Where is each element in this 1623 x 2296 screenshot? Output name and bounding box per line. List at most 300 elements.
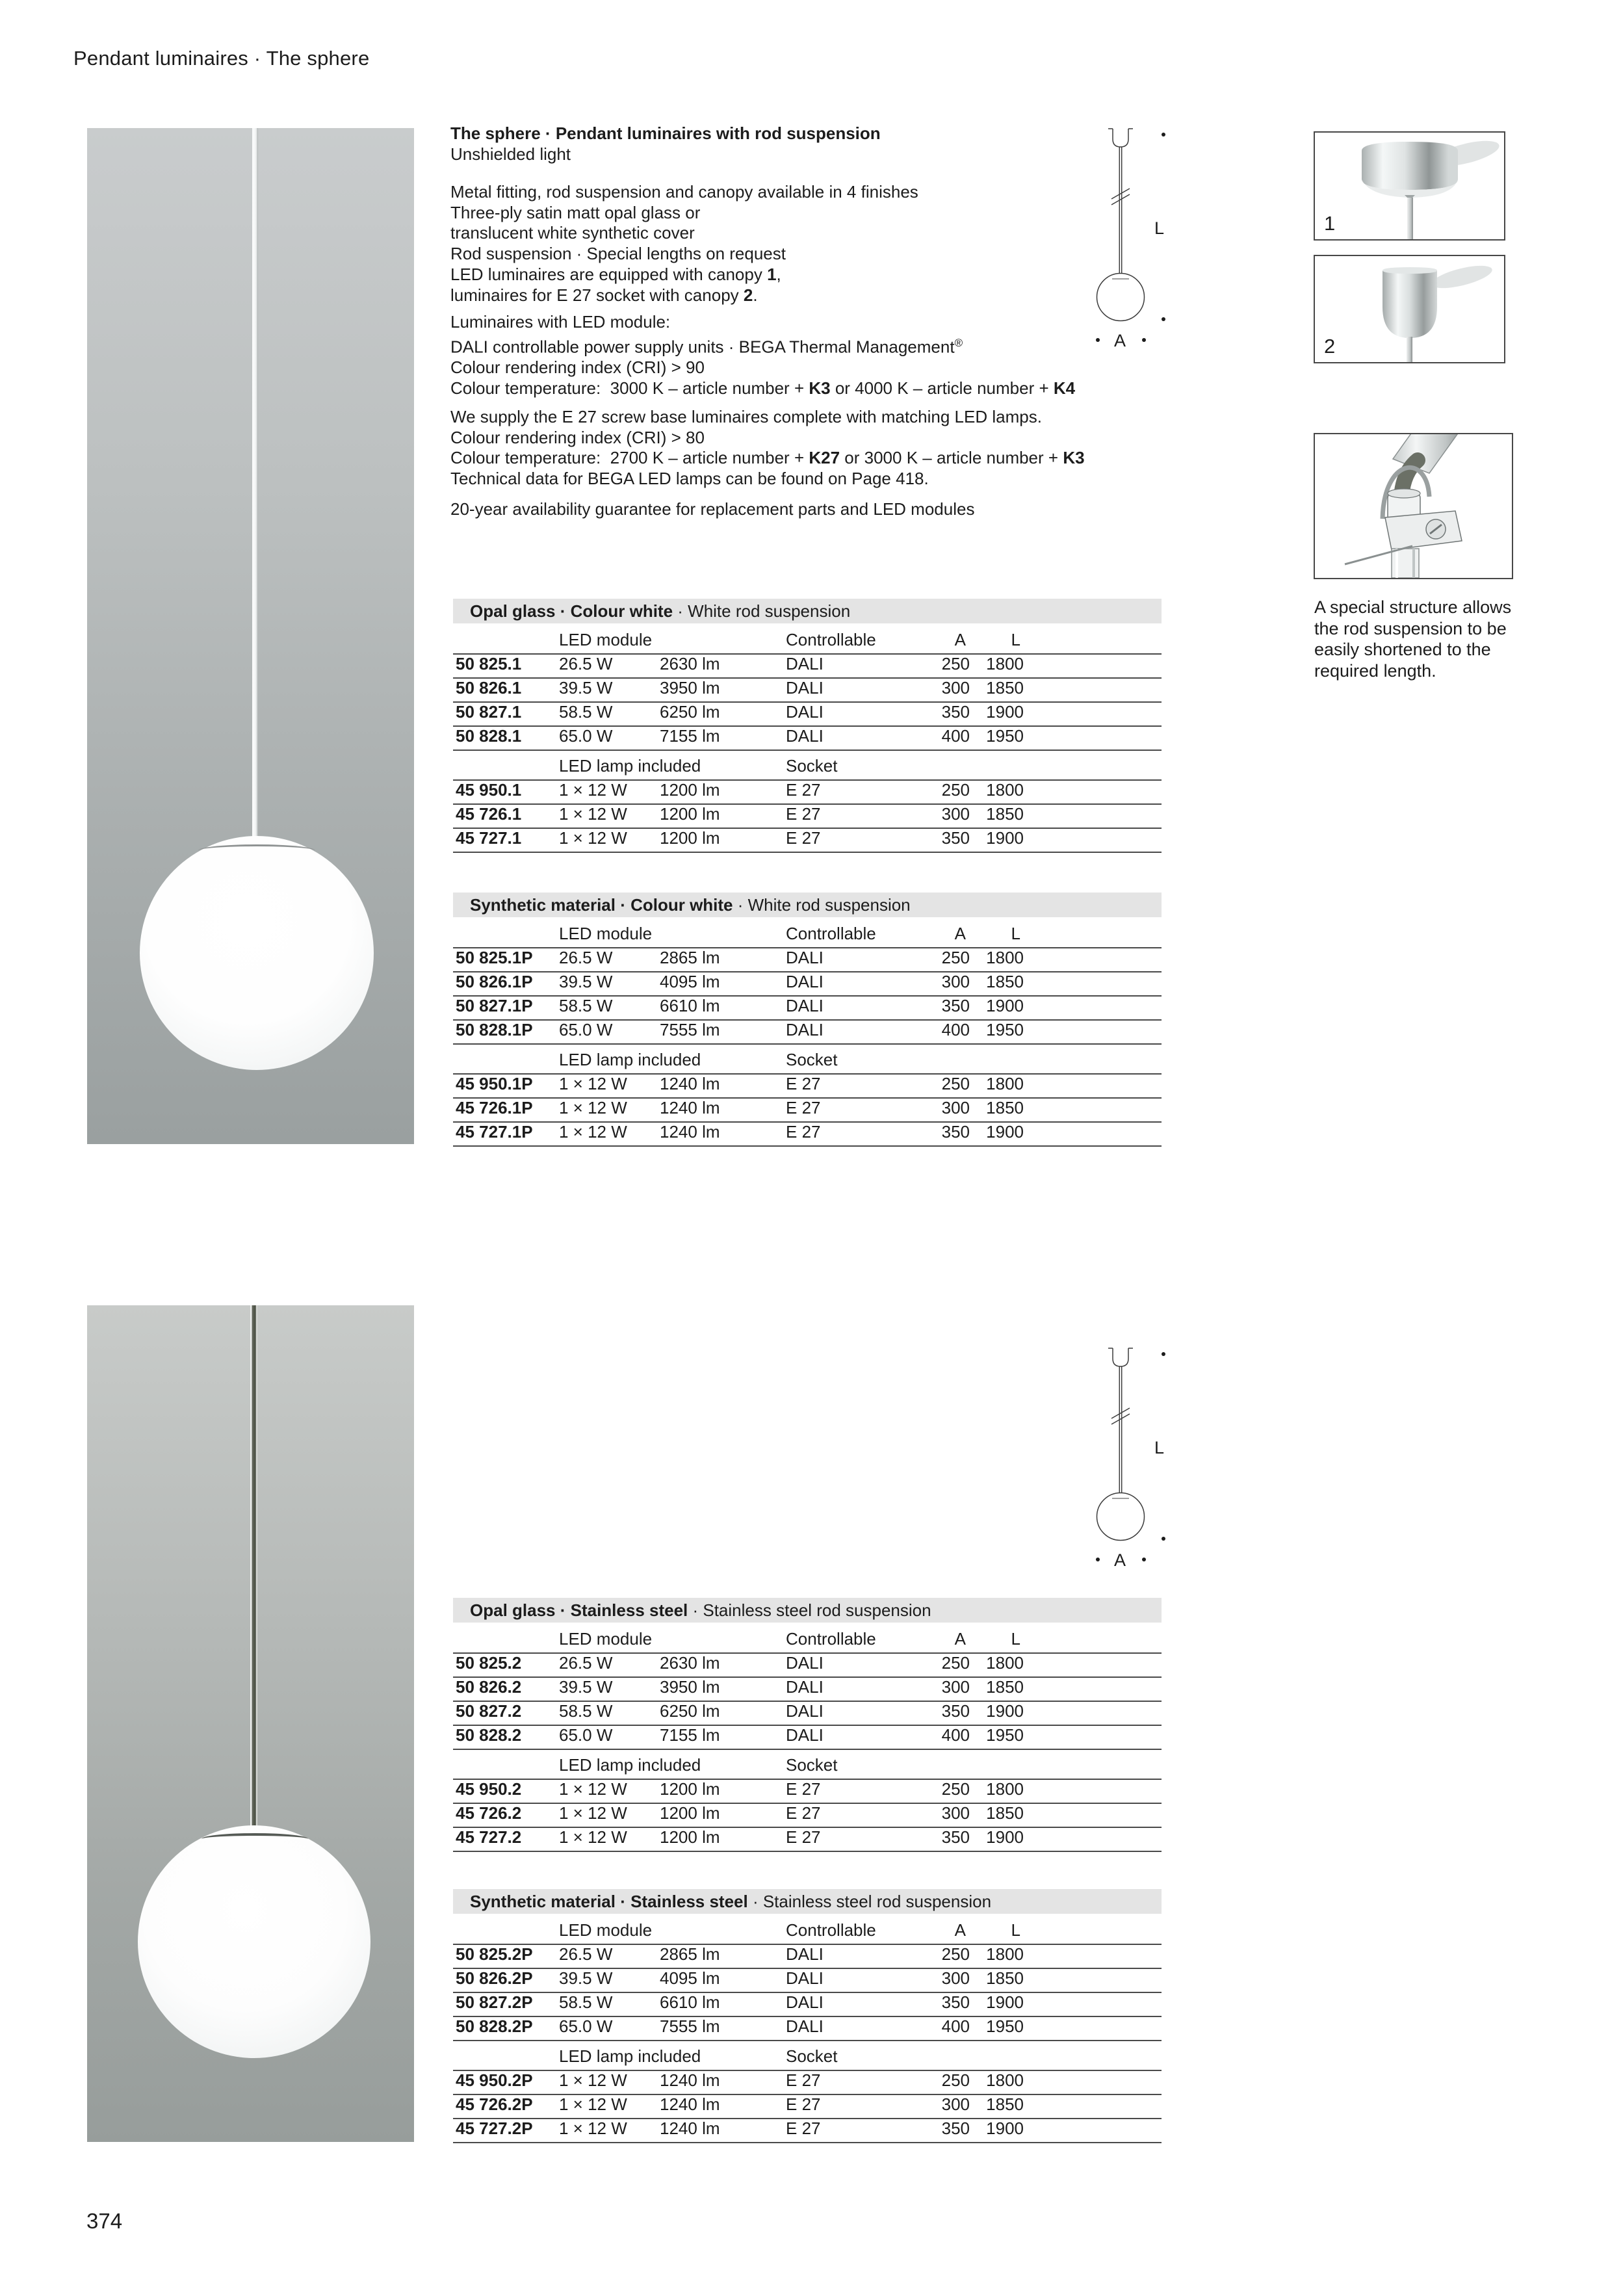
diameter-label: A — [1114, 331, 1126, 350]
article-number: 50 826.2P — [456, 1968, 533, 1988]
article-number: 50 825.2 — [456, 1653, 522, 1673]
subheader-led-lamp: LED lamp included — [559, 2046, 701, 2066]
wattage: 1 × 12 W — [559, 780, 627, 800]
dimension-l: 1950 — [986, 726, 1024, 746]
dimension-diagram-steel — [1079, 1342, 1189, 1571]
luminous-flux: 1240 lm — [660, 2094, 720, 2114]
dimension-l: 1800 — [986, 1779, 1024, 1799]
table-column-headers — [453, 1629, 1162, 1654]
dimension-l: 1850 — [986, 1803, 1024, 1823]
control-or-socket: E 27 — [786, 804, 821, 824]
text-segment: DALI controllable power supply units · BEGA Thermal Management — [450, 337, 955, 357]
control-or-socket: E 27 — [786, 1074, 821, 1093]
article-number: 45 726.2P — [456, 2094, 533, 2114]
column-header-l: L — [1011, 1920, 1020, 1940]
text-segment: LED luminaires are equipped with canopy — [450, 264, 768, 284]
table-title-bar — [453, 893, 1162, 917]
canopy-detail-image-2 — [1314, 255, 1505, 363]
dimension-l: 1850 — [986, 1677, 1024, 1697]
dimension-l: 1900 — [986, 828, 1024, 848]
column-header-l: L — [1011, 630, 1020, 649]
table-column-headers — [453, 926, 1162, 948]
dimension-a: 350 — [941, 1827, 970, 1847]
column-header-led-module: LED module — [559, 630, 653, 649]
column-header-led-module: LED module — [559, 924, 653, 943]
column-header-l: L — [1011, 924, 1020, 943]
wattage: 26.5 W — [559, 948, 613, 967]
control-or-socket: E 27 — [786, 1122, 821, 1141]
intro-line-colour-temp-e27 — [450, 448, 1085, 469]
article-number: 50 828.2P — [456, 2016, 533, 2036]
luminous-flux: 3950 lm — [660, 1677, 720, 1697]
control-or-socket: DALI — [786, 1944, 824, 1964]
control-or-socket: DALI — [786, 1020, 824, 1039]
luminous-flux: 1240 lm — [660, 1122, 720, 1141]
table-title-bar — [453, 1889, 1162, 1914]
intro-paragraph-1 — [450, 182, 918, 306]
wattage: 58.5 W — [559, 996, 613, 1015]
wattage: 39.5 W — [559, 678, 613, 698]
control-or-socket: DALI — [786, 1653, 824, 1673]
wattage: 1 × 12 W — [559, 2094, 627, 2114]
note-line: easily shortened to the — [1314, 640, 1491, 659]
intro-paragraph-3 — [450, 407, 1085, 489]
table-row — [453, 1075, 1162, 1099]
dimension-l: 1900 — [986, 1122, 1024, 1141]
dimension-l: 1900 — [986, 1992, 1024, 2012]
article-number: 45 950.1P — [456, 1074, 533, 1093]
table-title-bold: Synthetic material · Colour white — [470, 894, 733, 915]
column-header-controllable: Controllable — [786, 1920, 876, 1940]
wattage: 1 × 12 W — [559, 1122, 627, 1141]
dimension-a: 300 — [941, 1677, 970, 1697]
table-row — [453, 1780, 1162, 1804]
canopy-2-illustration — [1315, 256, 1504, 362]
subheader-socket: Socket — [786, 1755, 838, 1775]
column-header-controllable: Controllable — [786, 924, 876, 943]
table-row — [453, 1654, 1162, 1678]
spec-table-synthetic-white — [453, 893, 1162, 1147]
table-title-bold: Opal glass · Colour white — [470, 601, 673, 621]
table-subheaders — [453, 1755, 1162, 1780]
luminous-flux: 1200 lm — [660, 828, 720, 848]
dimension-a: 250 — [941, 1944, 970, 1964]
table-row — [453, 1678, 1162, 1702]
control-or-socket: E 27 — [786, 2119, 821, 2138]
table-row — [453, 805, 1162, 829]
dimension-l: 1800 — [986, 948, 1024, 967]
article-number: 50 825.1P — [456, 948, 533, 967]
column-header-a: A — [954, 1920, 966, 1940]
length-label: L — [1154, 1438, 1165, 1457]
article-number: 50 828.1 — [456, 726, 522, 746]
table-row — [453, 1828, 1162, 1852]
led-module-rows — [453, 1945, 1162, 2041]
dimension-a: 300 — [941, 1803, 970, 1823]
wattage: 1 × 12 W — [559, 2119, 627, 2138]
diameter-label: A — [1114, 1550, 1126, 1570]
led-lamp-rows — [453, 1780, 1162, 1852]
article-number: 45 727.1P — [456, 1122, 533, 1141]
article-number: 50 828.1P — [456, 1020, 533, 1039]
table-row — [453, 829, 1162, 853]
luminous-flux: 1200 lm — [660, 780, 720, 800]
wattage: 65.0 W — [559, 1020, 613, 1039]
sphere-diffuser — [140, 836, 374, 1070]
dimension-l: 1950 — [986, 2016, 1024, 2036]
dimension-a: 250 — [941, 780, 970, 800]
article-number: 50 826.2 — [456, 1677, 522, 1697]
table-row — [453, 1021, 1162, 1045]
column-header-a: A — [954, 924, 966, 943]
dimension-l: 1800 — [986, 1944, 1024, 1964]
control-or-socket: DALI — [786, 654, 824, 673]
article-number: 50 826.1 — [456, 678, 522, 698]
luminous-flux: 1240 lm — [660, 1074, 720, 1093]
subheader-led-lamp: LED lamp included — [559, 1050, 701, 1069]
table-title-bar — [453, 1598, 1162, 1623]
article-number: 45 726.2 — [456, 1803, 522, 1823]
table-row — [453, 1969, 1162, 1993]
led-module-rows — [453, 655, 1162, 751]
article-number: 50 825.1 — [456, 654, 522, 673]
article-number: 45 950.1 — [456, 780, 522, 800]
canopy-detail-image-1 — [1314, 131, 1505, 241]
page-number: 374 — [86, 2209, 123, 2233]
table-row — [453, 2071, 1162, 2095]
table-title-rest: · White rod suspension — [673, 601, 851, 621]
intro-line: We supply the E 27 screw base luminaires complete with matching LED lamps. — [450, 407, 1042, 426]
table-row — [453, 703, 1162, 727]
article-number: 50 827.2 — [456, 1701, 522, 1721]
table-row — [453, 1804, 1162, 1828]
intro-line: Colour rendering index (CRI) > 90 — [450, 358, 705, 378]
dimension-a: 400 — [941, 1725, 970, 1745]
dimension-a: 400 — [941, 1020, 970, 1039]
text-segment: or 3000 K – article number + — [840, 448, 1063, 468]
dimension-a: 300 — [941, 1098, 970, 1117]
table-row — [453, 2095, 1162, 2119]
led-lamp-rows — [453, 2071, 1162, 2143]
subheader-socket: Socket — [786, 756, 838, 776]
text-segment: or 4000 K – article number + — [830, 378, 1054, 398]
intro-line: Metal fitting, rod suspension and canopy available in 4 finishes — [450, 182, 918, 202]
table-subheaders — [453, 2046, 1162, 2071]
text-segment: , — [776, 264, 781, 284]
guarantee-line: 20-year availability guarantee for replacement parts and LED modules — [450, 499, 975, 519]
article-number: 45 726.1 — [456, 804, 522, 824]
luminous-flux: 2630 lm — [660, 1653, 720, 1673]
table-row — [453, 2017, 1162, 2041]
dimension-diagram-white — [1079, 122, 1189, 351]
wattage: 1 × 12 W — [559, 1803, 627, 1823]
dimension-l: 1850 — [986, 804, 1024, 824]
rod-shortening-note — [1314, 597, 1511, 681]
control-or-socket: DALI — [786, 972, 824, 991]
dimension-a: 350 — [941, 1122, 970, 1141]
dimension-a: 300 — [941, 678, 970, 698]
dimension-l: 1900 — [986, 2119, 1024, 2138]
column-header-l: L — [1011, 1629, 1020, 1649]
wattage: 26.5 W — [559, 1944, 613, 1964]
dimension-l: 1900 — [986, 702, 1024, 722]
dimension-l: 1850 — [986, 678, 1024, 698]
dimension-a: 350 — [941, 828, 970, 848]
led-module-rows — [453, 948, 1162, 1045]
dimension-a: 250 — [941, 1074, 970, 1093]
wattage: 1 × 12 W — [559, 828, 627, 848]
dimension-a: 250 — [941, 654, 970, 673]
luminous-flux: 3950 lm — [660, 678, 720, 698]
dimension-l: 1800 — [986, 2070, 1024, 2090]
table-row — [453, 1945, 1162, 1969]
dimension-a: 300 — [941, 804, 970, 824]
registered-trademark: ® — [954, 336, 963, 349]
text-segment: Colour temperature: 3000 K – article number + — [450, 378, 809, 398]
table-title-bar — [453, 599, 1162, 623]
article-number: 50 825.2P — [456, 1944, 533, 1964]
text-segment: . — [753, 285, 758, 305]
dimension-a: 350 — [941, 996, 970, 1015]
table-row — [453, 1726, 1162, 1750]
intro-line-colour-temp-led — [450, 378, 1075, 399]
spec-table-synthetic-steel — [453, 1889, 1162, 2143]
dimension-l: 1950 — [986, 1725, 1024, 1745]
dimension-l: 1800 — [986, 654, 1024, 673]
column-header-controllable: Controllable — [786, 1629, 876, 1649]
pendant-rod-white — [252, 128, 258, 851]
control-or-socket: DALI — [786, 1677, 824, 1697]
wattage: 26.5 W — [559, 654, 613, 673]
dimension-l: 1900 — [986, 1827, 1024, 1847]
luminous-flux: 1240 lm — [660, 1098, 720, 1117]
control-or-socket: DALI — [786, 2016, 824, 2036]
article-number: 50 827.2P — [456, 1992, 533, 2012]
canopy-outline — [1108, 1348, 1133, 1366]
sphere-outline — [1097, 274, 1145, 321]
luminous-flux: 6610 lm — [660, 996, 720, 1015]
article-number: 45 727.2 — [456, 1827, 522, 1847]
table-row — [453, 948, 1162, 972]
note-line: required length. — [1314, 660, 1436, 681]
table-row — [453, 972, 1162, 997]
wattage: 1 × 12 W — [559, 804, 627, 824]
dimension-a: 300 — [941, 1968, 970, 1988]
dimension-l: 1800 — [986, 1653, 1024, 1673]
dimension-a: 250 — [941, 2070, 970, 2090]
table-title-rest: · Stainless steel rod suspension — [747, 1891, 992, 1911]
wattage: 1 × 12 W — [559, 1827, 627, 1847]
subheader-led-lamp: LED lamp included — [559, 1755, 701, 1775]
led-lamp-rows — [453, 781, 1162, 853]
spec-table-opal-steel — [453, 1598, 1162, 1852]
product-heading: The sphere · Pendant luminaires with rod suspension — [450, 124, 881, 143]
table-row — [453, 781, 1162, 805]
table-title-rest: · White rod suspension — [733, 894, 911, 915]
luminous-flux: 6250 lm — [660, 702, 720, 722]
article-number: 50 828.2 — [456, 1725, 522, 1745]
intro-paragraph-2 — [450, 312, 1075, 398]
table-column-headers — [453, 630, 1162, 655]
sphere-fitting-seam — [201, 1833, 308, 1845]
dimension-a: 350 — [941, 1701, 970, 1721]
control-or-socket: DALI — [786, 1968, 824, 1988]
intro-paragraph-4 — [450, 499, 974, 520]
product-photo-steel-pendant — [87, 1305, 414, 2142]
control-or-socket: DALI — [786, 678, 824, 698]
control-or-socket: E 27 — [786, 1098, 821, 1117]
intro-line: Rod suspension · Special lengths on request — [450, 244, 786, 264]
table-row — [453, 1993, 1162, 2017]
wattage: 39.5 W — [559, 1677, 613, 1697]
sphere-fitting-seam — [198, 844, 315, 857]
control-or-socket: DALI — [786, 702, 824, 722]
dimension-a: 300 — [941, 2094, 970, 2114]
wattage: 58.5 W — [559, 1992, 613, 2012]
control-or-socket: DALI — [786, 1992, 824, 2012]
luminous-flux: 6610 lm — [660, 1992, 720, 2012]
dimension-a: 350 — [941, 2119, 970, 2138]
control-or-socket: E 27 — [786, 828, 821, 848]
intro-line-canopy-2 — [450, 285, 918, 306]
wattage: 65.0 W — [559, 726, 613, 746]
wattage: 1 × 12 W — [559, 1779, 627, 1799]
pendant-rod-steel — [250, 1305, 257, 1837]
table-column-headers — [453, 1920, 1162, 1945]
control-or-socket: E 27 — [786, 780, 821, 800]
intro-line: translucent white synthetic cover — [450, 223, 695, 243]
luminous-flux: 7555 lm — [660, 1020, 720, 1039]
wattage: 26.5 W — [559, 1653, 613, 1673]
control-or-socket: DALI — [786, 1725, 824, 1745]
wattage: 1 × 12 W — [559, 1074, 627, 1093]
control-or-socket: E 27 — [786, 2094, 821, 2114]
article-suffix-k27: K27 — [809, 448, 840, 468]
luminous-flux: 7155 lm — [660, 726, 720, 746]
dimension-a: 400 — [941, 2016, 970, 2036]
intro-line-trademark — [450, 333, 1075, 358]
canopy-outline — [1108, 129, 1133, 147]
table-row — [453, 1099, 1162, 1123]
table-row — [453, 727, 1162, 751]
canopy-ref-2: 2 — [743, 285, 753, 305]
article-number: 45 727.2P — [456, 2119, 533, 2138]
canopy-1-label: 1 — [1324, 212, 1336, 235]
table-subheaders — [453, 1052, 1162, 1075]
control-or-socket: E 27 — [786, 2070, 821, 2090]
article-number: 45 950.2P — [456, 2070, 533, 2090]
dimension-l: 1800 — [986, 780, 1024, 800]
dimension-l: 1850 — [986, 1098, 1024, 1117]
intro-line: Colour rendering index (CRI) > 80 — [450, 427, 705, 447]
article-suffix-k3: K3 — [809, 378, 831, 398]
article-suffix-k4: K4 — [1053, 378, 1076, 398]
dimension-l: 1850 — [986, 972, 1024, 991]
led-module-rows — [453, 1654, 1162, 1750]
article-number: 45 950.2 — [456, 1779, 522, 1799]
table-row — [453, 1702, 1162, 1726]
table-row — [453, 1123, 1162, 1147]
intro-heading-block — [450, 124, 881, 164]
article-suffix-k3: K3 — [1063, 448, 1085, 468]
intro-line: Technical data for BEGA LED lamps can be found on Page 418. — [450, 469, 929, 489]
note-line: the rod suspension to be — [1314, 618, 1507, 638]
dimension-a: 350 — [941, 702, 970, 722]
control-or-socket: DALI — [786, 996, 824, 1015]
product-photo-white-pendant — [87, 128, 414, 1144]
spec-table-opal-white — [453, 599, 1162, 853]
subheader-socket: Socket — [786, 2046, 838, 2066]
dimension-l: 1900 — [986, 1701, 1024, 1721]
article-number: 50 826.1P — [456, 972, 533, 991]
luminous-flux: 1200 lm — [660, 804, 720, 824]
article-number: 50 827.1 — [456, 702, 522, 722]
table-title-rest: · Stainless steel rod suspension — [688, 1600, 931, 1620]
luminous-flux: 6250 lm — [660, 1701, 720, 1721]
note-line: A special structure allows — [1314, 597, 1512, 617]
text-segment: Colour temperature: 2700 K – article number + — [450, 448, 809, 468]
wattage: 65.0 W — [559, 2016, 613, 2036]
luminous-flux: 1200 lm — [660, 1779, 720, 1799]
dimension-l: 1850 — [986, 2094, 1024, 2114]
table-row — [453, 997, 1162, 1021]
luminous-flux: 1200 lm — [660, 1827, 720, 1847]
dimension-a: 250 — [941, 1653, 970, 1673]
canopy-ref-1: 1 — [767, 264, 777, 284]
control-or-socket: DALI — [786, 1701, 824, 1721]
column-header-led-module: LED module — [559, 1629, 653, 1649]
table-subheaders — [453, 756, 1162, 781]
text-segment: luminaires for E 27 socket with canopy — [450, 285, 744, 305]
control-or-socket: E 27 — [786, 1827, 821, 1847]
column-header-a: A — [954, 630, 966, 649]
dimension-a: 250 — [941, 1779, 970, 1799]
dimension-l: 1850 — [986, 1968, 1024, 1988]
luminous-flux: 7555 lm — [660, 2016, 720, 2036]
article-number: 50 827.1P — [456, 996, 533, 1015]
column-header-controllable: Controllable — [786, 630, 876, 649]
wattage: 39.5 W — [559, 1968, 613, 1988]
wattage: 58.5 W — [559, 702, 613, 722]
control-or-socket: DALI — [786, 948, 824, 967]
dimension-a: 300 — [941, 972, 970, 991]
wattage: 58.5 W — [559, 1701, 613, 1721]
dimension-a: 400 — [941, 726, 970, 746]
led-lamp-rows — [453, 1075, 1162, 1147]
subheader-led-lamp: LED lamp included — [559, 756, 701, 776]
sphere-diffuser — [138, 1825, 370, 2058]
article-number: 45 727.1 — [456, 828, 522, 848]
table-title-bold: Opal glass · Stainless steel — [470, 1600, 688, 1620]
page-title: Pendant luminaires · The sphere — [73, 47, 370, 70]
wattage: 1 × 12 W — [559, 1098, 627, 1117]
dimension-l: 1900 — [986, 996, 1024, 1015]
table-row — [453, 655, 1162, 679]
canopy-1-illustration — [1315, 133, 1504, 239]
intro-line-canopy-1 — [450, 265, 918, 285]
dimension-a: 350 — [941, 1992, 970, 2012]
luminous-flux: 1240 lm — [660, 2070, 720, 2090]
table-row — [453, 679, 1162, 703]
article-number: 45 726.1P — [456, 1098, 533, 1117]
luminous-flux: 2865 lm — [660, 948, 720, 967]
rod-joint-illustration — [1315, 434, 1512, 578]
wattage: 1 × 12 W — [559, 2070, 627, 2090]
wattage: 39.5 W — [559, 972, 613, 991]
luminous-flux: 1200 lm — [660, 1803, 720, 1823]
control-or-socket: E 27 — [786, 1779, 821, 1799]
column-header-led-module: LED module — [559, 1920, 653, 1940]
